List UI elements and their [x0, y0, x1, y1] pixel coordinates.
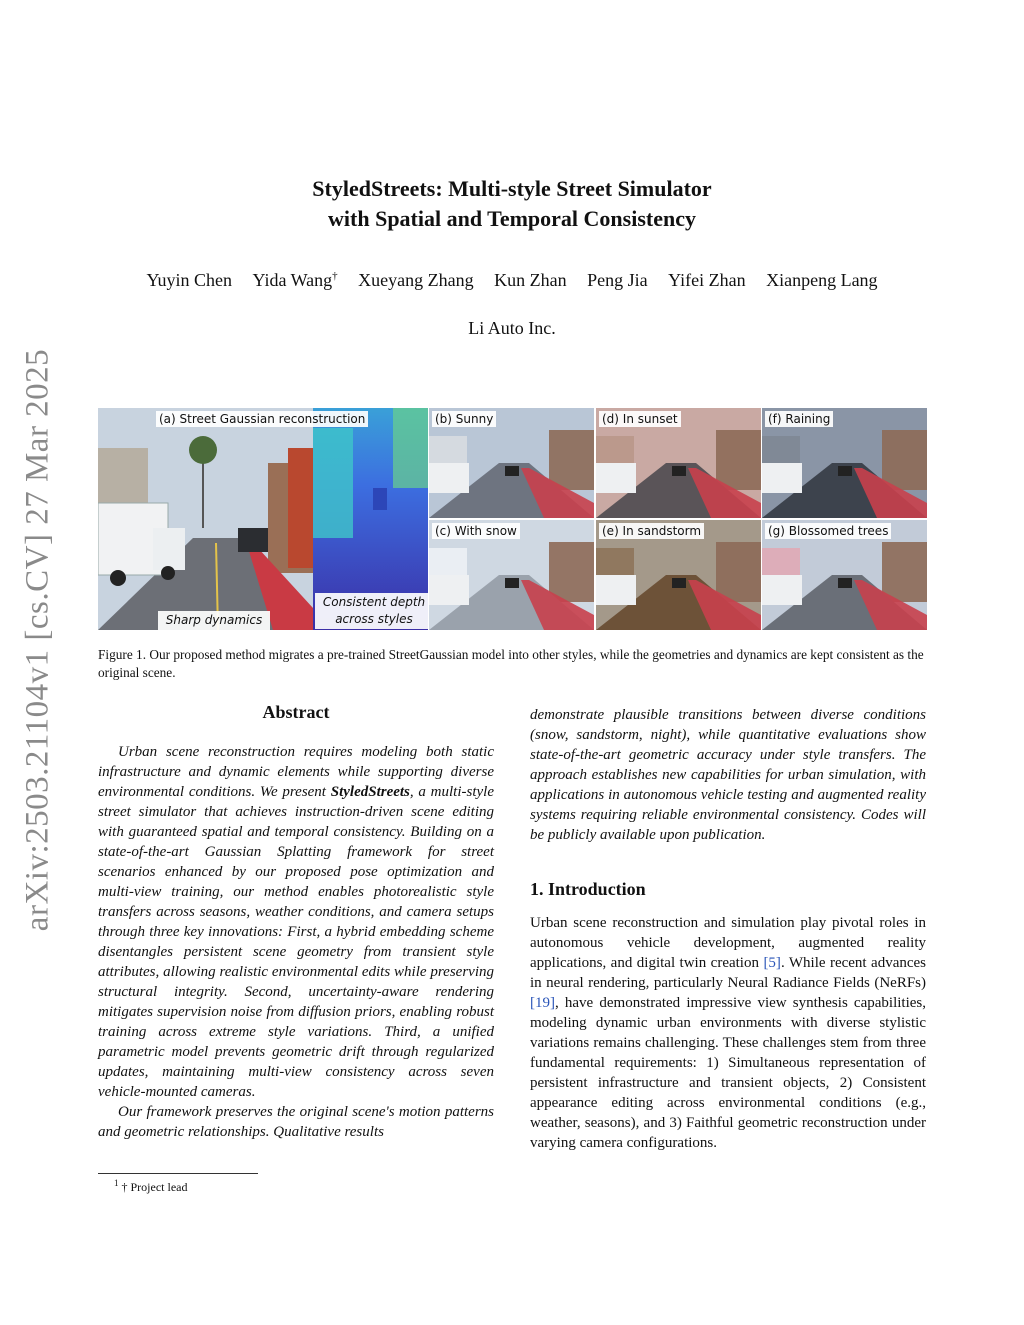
citation-link[interactable]: [19]	[530, 995, 555, 1011]
arxiv-id-text: arXiv:2503.21104v1 [cs.CV] 27 Mar 2025	[19, 348, 56, 932]
depth-note-line-1: Consistent depth	[322, 595, 426, 609]
arxiv-sidebar-stamp	[8, 340, 68, 940]
project-lead-mark: †	[332, 270, 338, 282]
intro-text-1: Urban scene reconstruction and simulation play pivotal roles in autonomous vehicle development, augmented reality applications, and digital twin creation	[530, 915, 926, 971]
author-name: Yuyin Chen	[146, 270, 232, 290]
abstract-p1-start: Urban scene reconstruction requires modeling both static infrastructure and dynamic elements while supporting diverse environmental conditions. We present	[98, 744, 494, 800]
footnote-text: † Project lead	[121, 1180, 188, 1194]
abstract-paragraph-1	[98, 742, 494, 1102]
sharp-dynamics-note: Sharp dynamics	[158, 611, 270, 630]
figure-caption: Figure 1. Our proposed method migrates a pre-trained StreetGaussian model into other styles, while the geometries and dynamics are kept consistent as the original scene.	[98, 647, 924, 680]
style-panel	[429, 408, 594, 518]
author-name: Kun Zhan	[494, 270, 567, 290]
style-label: (c) With snow	[432, 523, 520, 539]
method-name: StyledStreets	[330, 784, 410, 800]
style-label: (e) In sandstorm	[599, 523, 704, 539]
figure-1	[98, 408, 927, 630]
author-name: Xueyang Zhang	[358, 270, 474, 290]
panel-a-label: (a) Street Gaussian reconstruction	[156, 411, 368, 427]
style-panel	[762, 520, 927, 630]
right-column	[530, 705, 926, 1153]
author-name: Peng Jia	[587, 270, 648, 290]
panel-street-reconstruction	[98, 408, 313, 630]
title-line-2: with Spatial and Temporal Consistency	[328, 206, 696, 231]
author-name: Xianpeng Lang	[766, 270, 878, 290]
author-name-text: Yida Wang	[252, 270, 333, 290]
footnote	[114, 1178, 187, 1195]
footnote-rule	[98, 1173, 258, 1174]
abstract-p1-end: , a multi-style street simulator that achieves instruction-driven scene editing with guaranteed spatial and temporal consistency. Building on a state-of-the-art Gaussian Splatting framework for street scenarios enhanced by our proposed pose optimization and multi-view training, our method enables photorealistic style transfers across seasons, weather conditions, and camera setups through three key innovations: First, a hybrid embedding scheme disentangles persistent scene geometry from transient style attributes, allowing realistic environmental edits while preserving structural integrity. Second, uncertainty-aware rendering mitigates supervision noise from diffusion priors, enabling robust training across extreme style variations. Third, a unified parametric model prevents geometric drift through regularized updates, maintaining multi-view consistency across seven vehicle-mounted cameras.	[98, 784, 494, 1100]
citation-link[interactable]: [5]	[763, 955, 781, 971]
abstract-heading: Abstract	[262, 702, 330, 722]
style-label: (g) Blossomed trees	[765, 523, 891, 539]
author-list	[0, 270, 1024, 291]
style-label: (f) Raining	[765, 411, 833, 427]
author-name: Yifei Zhan	[668, 270, 746, 290]
style-panel	[762, 408, 927, 518]
street-scene-image	[98, 408, 313, 630]
depth-note	[315, 593, 433, 629]
introduction-heading: 1. Introduction	[530, 879, 646, 899]
paper-title	[0, 174, 1024, 234]
affiliation: Li Auto Inc.	[468, 318, 556, 338]
style-label: (d) In sunset	[599, 411, 681, 427]
intro-text-3: , have demonstrated impressive view synthesis capabilities, modeling dynamic urban environments with diverse stylistic variations remains challenging. These challenges stem from three fundamental requirements: 1) Simultaneous representation of persistent infrastructure and transient objects, 2) Consistent appearance editing across environmental conditions (e.g., weather, seasons), and 3) Faithful geometric reconstruction under varying camera configurations.	[530, 995, 926, 1151]
abstract-paragraph-2: Our framework preserves the original scene's motion patterns and geometric relationships. Qualitative results	[98, 1104, 494, 1140]
style-panel	[596, 408, 761, 518]
intro-text-2: . While recent advances in neural rendering, particularly Neural Radiance Fields (NeRFs)	[530, 955, 927, 991]
style-panel	[429, 520, 594, 630]
depth-note-line-2: across styles	[335, 612, 413, 626]
left-column	[98, 702, 494, 1142]
author-name	[252, 270, 337, 290]
style-label: (b) Sunny	[432, 411, 496, 427]
abstract-continuation: demonstrate plausible transitions between diverse conditions (snow, sandstorm, night), while quantitative evaluations show state-of-the-art geometric accuracy under style transfers. The approach establishes new capabilities for urban simulation, with applications in autonomous vehicle testing and augmented reality systems requiring reliable environmental consistency. Codes will be publicly available upon publication.	[530, 707, 926, 843]
footnote-mark: 1	[114, 1178, 119, 1188]
title-line-1: StyledStreets: Multi-style Street Simulator	[312, 176, 712, 201]
introduction-paragraph	[530, 913, 926, 1153]
style-panel	[596, 520, 761, 630]
